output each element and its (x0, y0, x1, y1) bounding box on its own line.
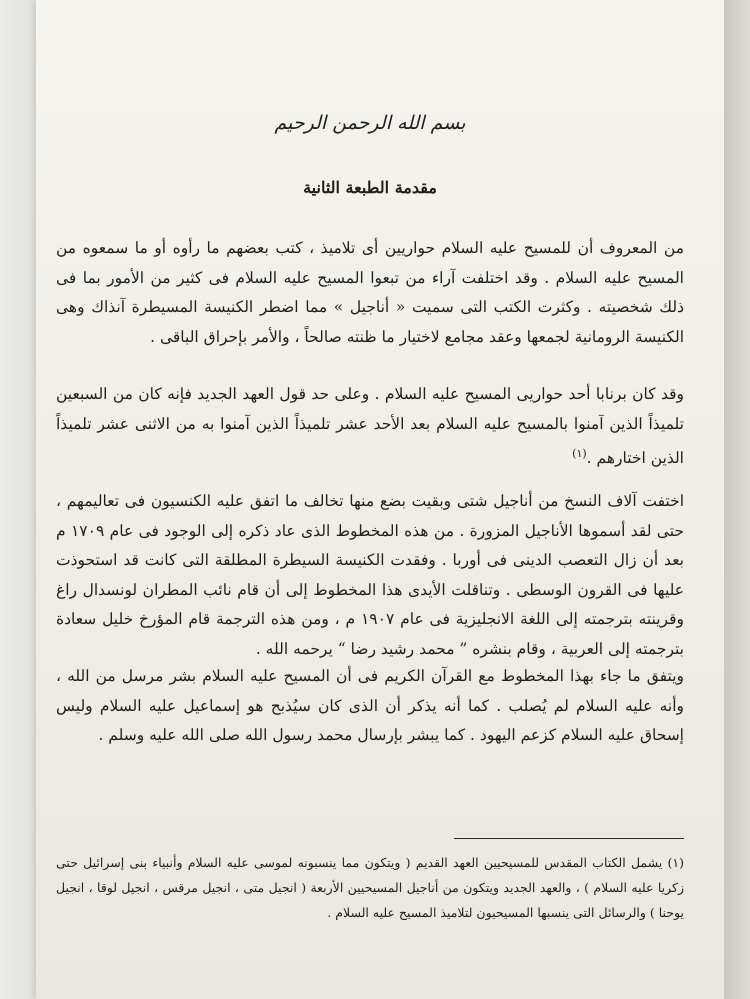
page-edge-shadow (724, 0, 750, 999)
paragraph-3: اختفت آلاف النسخ من أناجيل شتى وبقيت بضع منها تخالف ما اتفق عليه الكنسيون فى تعاليمهم ، حتى لقد أسموها الأناجيل المزورة . من هذه المخطوط الذى عاد ذكره إلى الوجود فى عام ١٧٠٩ م بعد أن زال التعصب الدينى فى أوربا . وفقدت الكنيسة السيطرة المطلقة التى كانت قد استحوذت عليها فى القرون الوسطى . وتناقلت الأيدى هذا المخطوط إلى أن قام نائب المطران لونسدال راغ وقرينته بترجمته إلى اللغة الانجليزية فى عام ١٩٠٧ م ، ومن هذه الترجمة قام المؤرخ خليل سعادة بترجمته إلى العربية ، وقام بنشره ” محمد رشيد رضا “ يرحمه الله . (56, 492, 684, 658)
paragraph-1: من المعروف أن للمسيح عليه السلام حواريين أى تلاميذ ، كتب بعضهم ما رأوه أو ما سمعوه من المسيح عليه السلام . وقد اختلفت آراء من تبعوا المسيح عليه السلام فى كثير من الأمور بما فى ذلك شخصيته . وكثرت الكتب التى سميت « أناجيل » مما اضطر الكنيسة المسيطرة آنذاك وهى الكنيسة الرومانية لجمعها وعقد مجامع لاختيار ما ظنته صالحاً ، والأمر بإحراق الباقى . (56, 239, 684, 346)
basmala-text: بسم الله الرحمن الرحيم (274, 112, 466, 134)
basmala-calligraphy (56, 112, 684, 134)
page-heading: مقدمة الطبعة الثانية (303, 178, 437, 197)
background-surface (0, 0, 40, 999)
paragraph-4: ويتفق ما جاء بهذا المخطوط مع القرآن الكريم فى أن المسيح عليه السلام بشر مرسل من الله ، وأنه عليه السلام لم يُصلب . كما أنه يذكر أن الذى كان سيُذبح هو إسماعيل عليه السلام وليس إسحاق عليه السلام كزعم اليهود . كما يبشر بإرسال محمد رسول الله صلى الله عليه وسلم . (56, 667, 684, 744)
footnote-reference: (١) (572, 447, 587, 460)
page-content (56, 0, 684, 999)
footnote-divider (454, 838, 684, 839)
paragraph-2-text: وقد كان برنابا أحد حواريى المسيح عليه السلام . وعلى حد قول العهد الجديد فإنه كان من السبعين تلميذاً الذين آمنوا بالمسيح عليه السلام بعد الأحد عشر تلميذاً الذين آمنوا به من الاثنى عشر تلميذاً الذين اختارهم . (56, 385, 684, 468)
footnote-text: (١) يشمل الكتاب المقدس للمسيحيين العهد القديم ( ويتكون مما ينسبونه لموسى عليه السلام وأنبياء بنى إسرائيل حتى زكريا عليه السلام ) ، والعهد الجديد ويتكون من أناجيل المسيحيين الأربعة ( انجيل متى ، انجيل مرقس ، انجيل لوقا ، انجيل يوحنا ) والرسائل التى ينسبها المسيحيون لتلاميذ المسيح عليه السلام . (56, 855, 684, 920)
paragraph-2 (56, 380, 684, 474)
